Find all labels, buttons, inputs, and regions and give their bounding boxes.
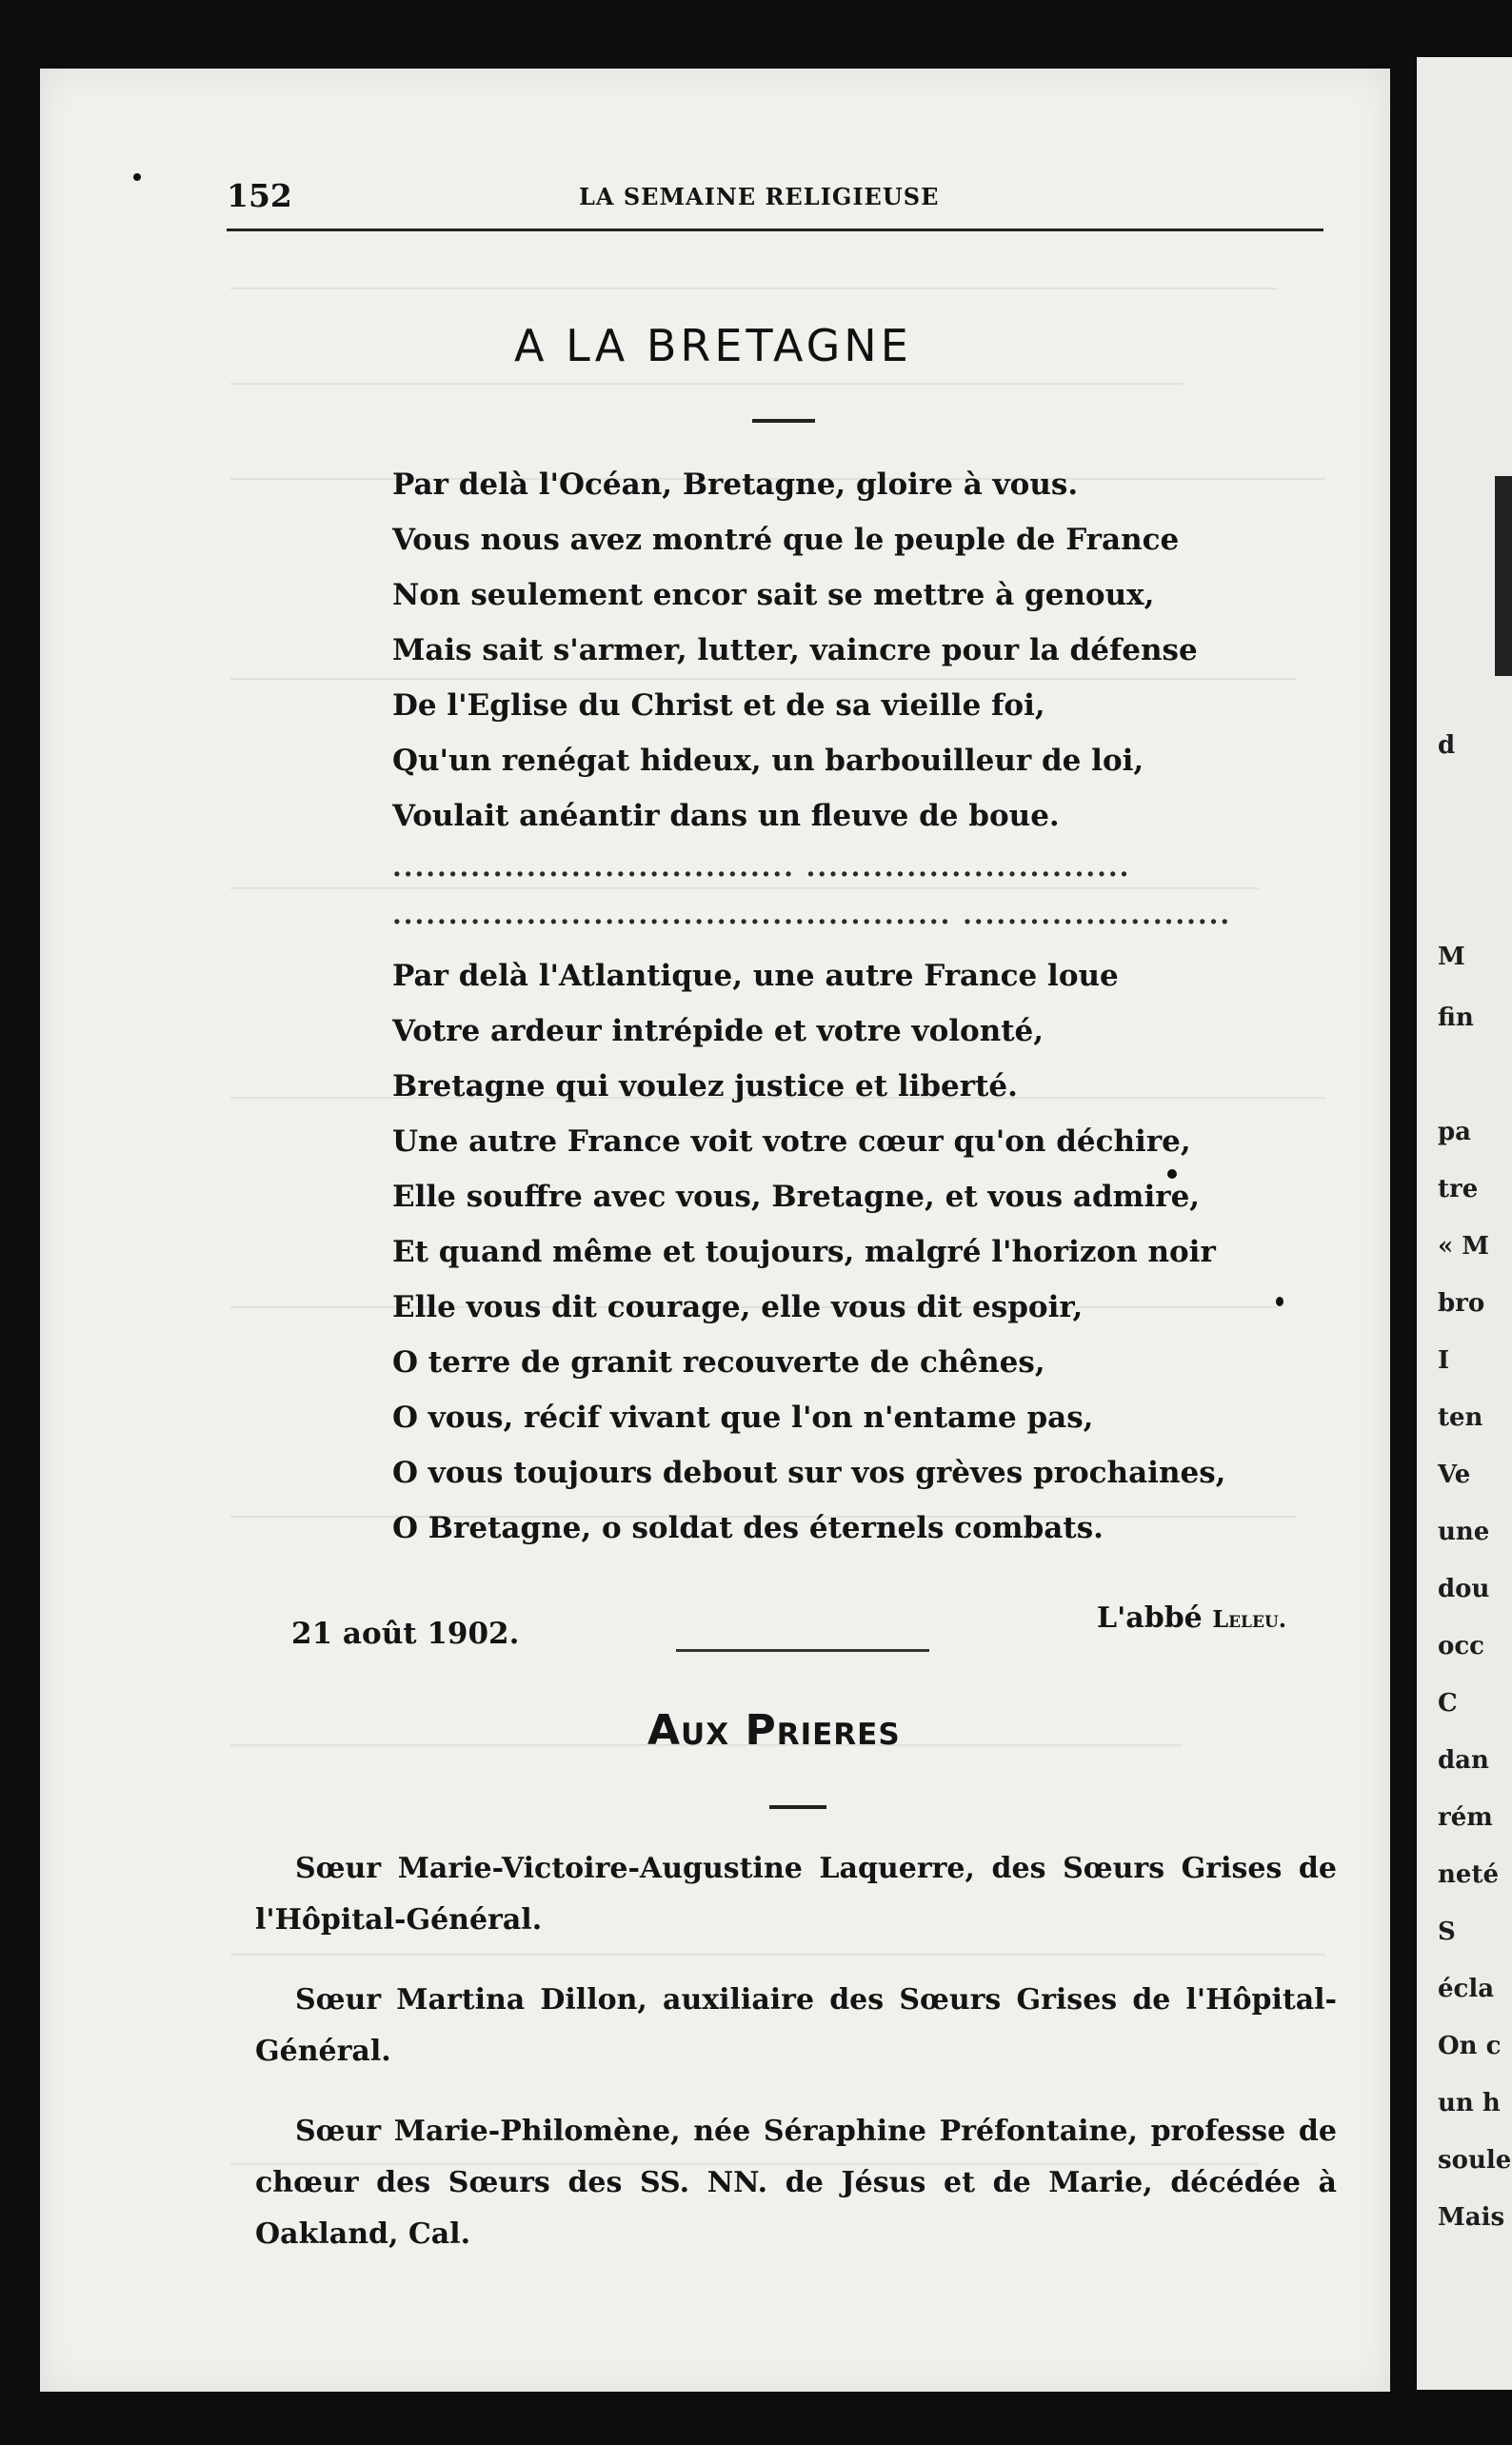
- adjacent-fragment: M: [1438, 943, 1465, 971]
- poem-stanza-1: [392, 457, 1231, 939]
- verse-line: Par delà l'Atlantique, une autre France loue: [392, 959, 1119, 993]
- adjacent-fragment: pa: [1438, 1118, 1472, 1146]
- verse-line: O vous toujours debout sur vos grèves prochaines,: [392, 1456, 1226, 1490]
- adjacent-page: [1417, 57, 1512, 2390]
- verse-line: Et quand même et toujours, malgré l'horizon noir: [392, 1235, 1216, 1269]
- adjacent-fragment: fin: [1438, 1004, 1474, 1032]
- prayer-entry: Sœur Marie-Victoire-Augustine Laquerre, des Sœurs Grises de l'Hôpital-Général.: [255, 1852, 1337, 1937]
- verse-line: Qu'un renégat hideux, un barbouilleur de loi,: [392, 744, 1144, 778]
- signature-prefix: L'abbé: [1097, 1601, 1213, 1635]
- adjacent-fragment: I: [1438, 1346, 1450, 1375]
- scan-speck: [133, 173, 141, 181]
- adjacent-fragment: dou: [1438, 1575, 1490, 1603]
- adjacent-fragment: un h: [1438, 2089, 1501, 2117]
- adjacent-fragment: Ve: [1438, 1461, 1471, 1489]
- adjacent-fragment: écla: [1438, 1975, 1495, 2003]
- verse-line: Vous nous avez montré que le peuple de France: [392, 523, 1180, 557]
- bleed-through-line: [230, 383, 1183, 385]
- verse-line: De l'Eglise du Christ et de sa vieille foi,: [392, 688, 1045, 723]
- signature-name: Leleu.: [1212, 1605, 1287, 1633]
- adjacent-fragment: rém: [1438, 1803, 1493, 1832]
- verse-line: O Bretagne, o soldat des éternels combats.: [392, 1511, 1104, 1545]
- verse-line: O terre de granit recouverte de chênes,: [392, 1345, 1045, 1380]
- poem-date: 21 août 1902.: [291, 1617, 520, 1651]
- ellipsis-line: .................................................. ........................: [392, 899, 1232, 930]
- ellipsis-line: .................................... .............................: [392, 851, 1131, 883]
- adjacent-fragment: S: [1438, 1918, 1456, 1946]
- verse-line: O vous, récif vivant que l'on n'entame pas,: [392, 1401, 1094, 1435]
- adjacent-fragment: Mais: [1438, 2203, 1505, 2232]
- verse-line: Non seulement encor sait se mettre à genoux,: [392, 578, 1155, 612]
- scan-speck: [1276, 1297, 1283, 1306]
- adjacent-fragment: dan: [1438, 1746, 1489, 1775]
- title-rule: [752, 419, 815, 423]
- verse-line: Votre ardeur intrépide et votre volonté,: [392, 1014, 1044, 1048]
- page-number: 152: [227, 177, 292, 214]
- adjacent-fragment: une: [1438, 1518, 1490, 1546]
- verse-line: Une autre France voit votre cœur qu'on déchire,: [392, 1124, 1191, 1159]
- verse-line: Elle vous dit courage, elle vous dit espoir,: [392, 1290, 1084, 1324]
- poem-title: A LA BRETAGNE: [514, 320, 912, 371]
- adjacent-fragment: neté: [1438, 1860, 1499, 1889]
- verse-line: Elle souffre avec vous, Bretagne, et vous admire,: [392, 1180, 1201, 1214]
- prayers-list: [255, 1843, 1337, 2264]
- section-title: Aux Prieres: [647, 1706, 901, 1755]
- verse-line: Mais sait s'armer, lutter, vaincre pour la défense: [392, 633, 1198, 667]
- adjacent-fragment: On c: [1438, 2032, 1502, 2060]
- running-header: [227, 177, 1323, 231]
- verse-line: Bretagne qui voulez justice et liberté.: [392, 1069, 1018, 1103]
- poem-stanza-2: [392, 948, 1225, 1556]
- verse-line: Voulait anéantir dans un fleuve de boue.: [392, 799, 1060, 833]
- prayer-entry: Sœur Marie-Philomène, née Séraphine Préfontaine, professe de chœur des Sœurs des SS. NN. de Jésus et de Marie, décédée à Oakland, Cal.: [255, 2115, 1337, 2251]
- poem-signature: [1097, 1601, 1286, 1635]
- adjacent-fragment: occ: [1438, 1632, 1485, 1660]
- adjacent-fragment: d: [1438, 731, 1456, 760]
- adjacent-fragment: C: [1438, 1689, 1458, 1718]
- prayer-entry: Sœur Martina Dillon, auxiliaire des Sœurs Grises de l'Hôpital-Général.: [255, 1983, 1337, 2068]
- adjacent-fragment: tre: [1438, 1175, 1479, 1203]
- verse-line: Par delà l'Océan, Bretagne, gloire à vous.: [392, 467, 1079, 502]
- adjacent-page-dark-block: [1495, 476, 1512, 676]
- section-divider: [676, 1649, 929, 1652]
- adjacent-fragment: bro: [1438, 1289, 1485, 1318]
- bleed-through-line: [230, 288, 1278, 289]
- adjacent-fragment: « M: [1438, 1232, 1490, 1261]
- adjacent-fragment: ten: [1438, 1403, 1483, 1432]
- adjacent-fragment: soule: [1438, 2146, 1512, 2175]
- section-title-rule: [769, 1805, 826, 1809]
- running-title: LA SEMAINE RELIGIEUSE: [579, 183, 940, 210]
